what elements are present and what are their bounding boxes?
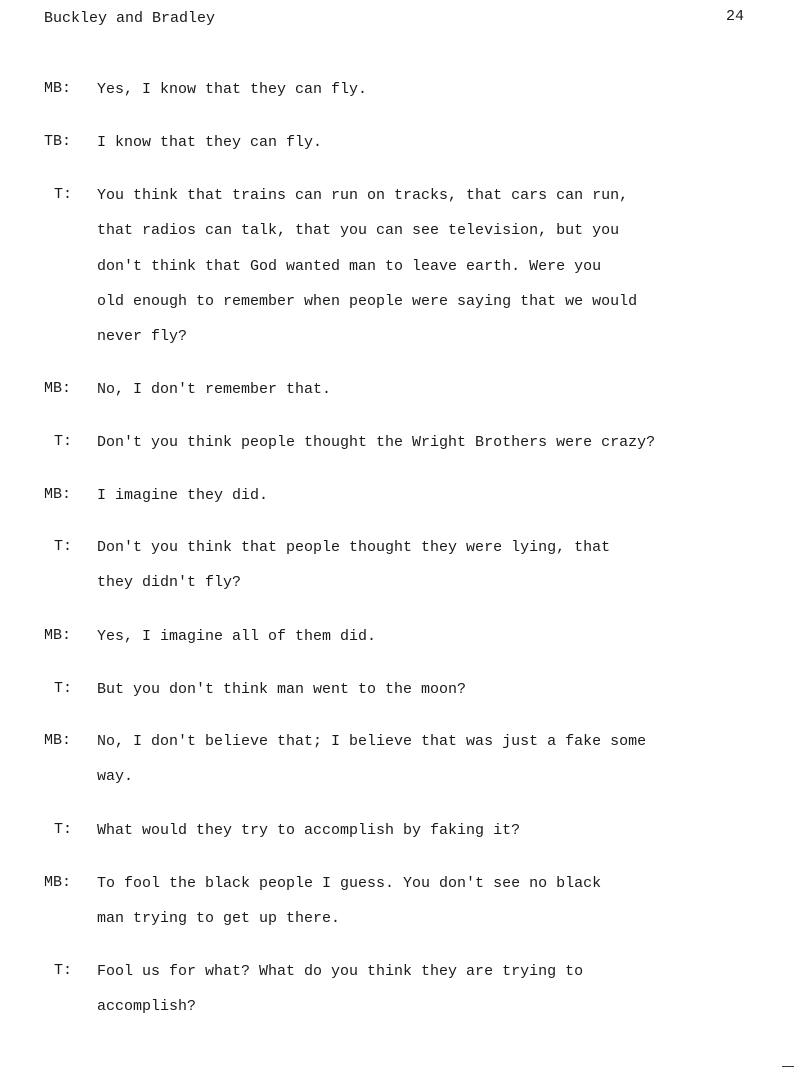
- utterance-text: I know that they can fly.: [97, 134, 323, 151]
- speaker-label: T:: [54, 186, 73, 203]
- speaker-label: MB:: [44, 486, 72, 503]
- speaker-label: TB:: [44, 133, 72, 150]
- utterance-text: Yes, I know that they can fly.: [97, 81, 368, 98]
- utterance-text: Don't you think people thought the Wright Brothers were crazy?: [97, 434, 656, 451]
- speaker-label: MB:: [44, 874, 72, 891]
- utterance-text: Yes, I imagine all of them did.: [97, 628, 377, 645]
- speaker-label: MB:: [44, 627, 72, 644]
- utterance-text: But you don't think man went to the moon?: [97, 681, 467, 698]
- speaker-label: T:: [54, 962, 73, 979]
- utterance-text: No, I don't remember that.: [97, 381, 332, 398]
- utterance-text: You think that trains can run on tracks, that cars can run, that radios can talk, that you can see television, but you don't think that God wanted man to leave earth. Were you old enough to remember when people were saying that we would never fly?: [97, 187, 638, 346]
- utterance-text: To fool the black people I guess. You don't see no black man trying to get up there.: [97, 875, 602, 928]
- speaker-label: T:: [54, 821, 73, 838]
- utterance-text: Fool us for what? What do you think they are trying to accomplish?: [97, 963, 584, 1016]
- margin-mark: [782, 1066, 794, 1067]
- utterance-text: What would they try to accomplish by faking it?: [97, 822, 521, 839]
- utterance-text: No, I don't believe that; I believe that was just a fake some way.: [97, 733, 647, 786]
- page-number: 24: [726, 8, 745, 25]
- speaker-label: T:: [54, 680, 73, 697]
- speaker-label: MB:: [44, 80, 72, 97]
- speaker-label: T:: [54, 538, 73, 555]
- utterance-text: Don't you think that people thought they were lying, that they didn't fly?: [97, 539, 611, 592]
- header-title: Buckley and Bradley: [44, 10, 216, 27]
- utterance-text: I imagine they did.: [97, 487, 269, 504]
- speaker-label: T:: [54, 433, 73, 450]
- speaker-label: MB:: [44, 732, 72, 749]
- speaker-label: MB:: [44, 380, 72, 397]
